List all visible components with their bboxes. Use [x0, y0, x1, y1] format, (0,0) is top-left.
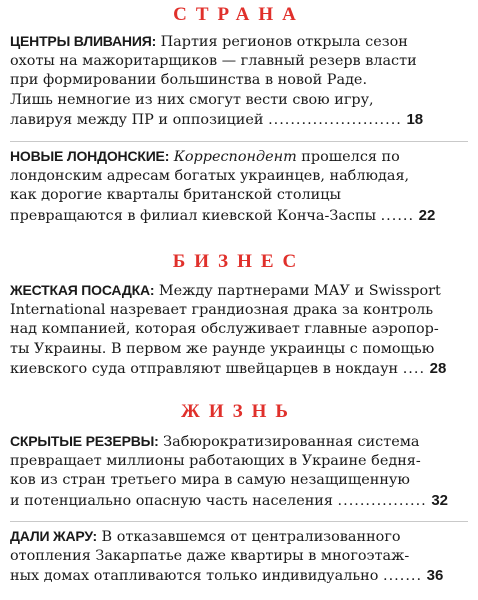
leader-dots: ...... [380, 207, 415, 224]
entry-line [10, 281, 468, 301]
entry-line: как дорогие кварталы британской столицы [10, 187, 341, 204]
entry-heading: СКРЫТЫЕ РЕЗЕРВЫ: [10, 433, 159, 449]
toc-entry-zhestkaya-posadka[interactable] [0, 281, 478, 379]
entry-line [10, 491, 468, 511]
entry-heading: ДАЛИ ЖАРУ: [10, 528, 97, 544]
entry-line: International назревает грандиозная драка за контроль [10, 301, 434, 318]
section-title-strana: СТРАНА [173, 4, 305, 25]
toc-entry-dali-zharu[interactable] [0, 527, 478, 586]
entry-text: Забюрократизированная система [158, 434, 420, 450]
entry-line: лондонским адресам богатых украинцев, наблюдая, [10, 167, 410, 184]
entry-text: прошелся по [296, 149, 400, 165]
leader-dots: ........................ [268, 112, 402, 129]
entry-heading: ЖЕСТКАЯ ПОСАДКА: [10, 282, 155, 298]
divider [10, 141, 468, 142]
entry-line [10, 566, 468, 586]
page-number: 28 [429, 360, 447, 378]
entry-line: превращает миллионы работающих в Украине бедня- [10, 452, 421, 469]
entry-text: и потенциально опасную часть населения [10, 492, 333, 509]
toc-entry-novye-londonskie[interactable] [0, 147, 478, 225]
entry-text: превращаются в филиал киевской Конча-Заспы [10, 207, 377, 224]
entry-line [10, 527, 468, 547]
leader-dots: .... [402, 361, 426, 378]
entry-heading: НОВЫЕ ЛОНДОНСКИЕ: [10, 148, 170, 164]
page-number: 32 [431, 491, 449, 509]
leader-dots: ....... [383, 568, 423, 585]
entry-line [10, 432, 468, 452]
toc-entry-skrytye-rezervy[interactable] [0, 432, 478, 510]
entry-heading: ЦЕНТРЫ ВЛИВАНИЯ: [10, 33, 157, 49]
entry-text: лавируя между ПР и оппозицией [10, 112, 264, 129]
entry-text: Между партнерами МАУ и Swissport [154, 283, 441, 299]
entry-line [10, 147, 468, 167]
section-strana [0, 0, 478, 28]
toc-entry-tsentry-vlivaniya[interactable] [0, 32, 478, 130]
page-number: 22 [418, 206, 436, 224]
entry-italic: Корреспондент [169, 149, 297, 165]
section-title-biznes: БИЗНЕС [172, 251, 306, 272]
entry-line: ты Украины. В первом же раунде украинцы с помощью [10, 340, 435, 357]
entry-line [10, 206, 468, 226]
entry-text: ных домах отапливаются только индивидуально [10, 568, 379, 585]
entry-line: при формировании большинства в новой Раде. [10, 72, 368, 89]
entry-text: В отказавшемся от централизованного [96, 529, 401, 545]
entry-text: киевского суда отправляют швейцарцев в нокдаун [10, 361, 399, 378]
entry-line [10, 359, 468, 379]
entry-line: отопления Закарпатье даже квартиры в многоэтаж- [10, 547, 410, 564]
entry-line [10, 32, 468, 52]
entry-text: Партия регионов открыла сезон [156, 34, 408, 50]
entry-line: над компанией, которая обслуживает главные аэропор- [10, 321, 439, 338]
page-number: 18 [406, 111, 424, 129]
entry-line: охоты на мажоритарщиков — главный резерв власти [10, 52, 417, 69]
section-title-zhizn: ЖИЗНЬ [181, 401, 297, 422]
divider [10, 521, 468, 522]
entry-line: Лишь немногие из них смогут вести свою игру, [10, 91, 374, 108]
leader-dots: ................ [337, 492, 427, 509]
entry-line [10, 110, 468, 130]
entry-line: ков из стран третьего мира в самую незащищенную [10, 472, 410, 489]
page-number: 36 [426, 567, 444, 585]
